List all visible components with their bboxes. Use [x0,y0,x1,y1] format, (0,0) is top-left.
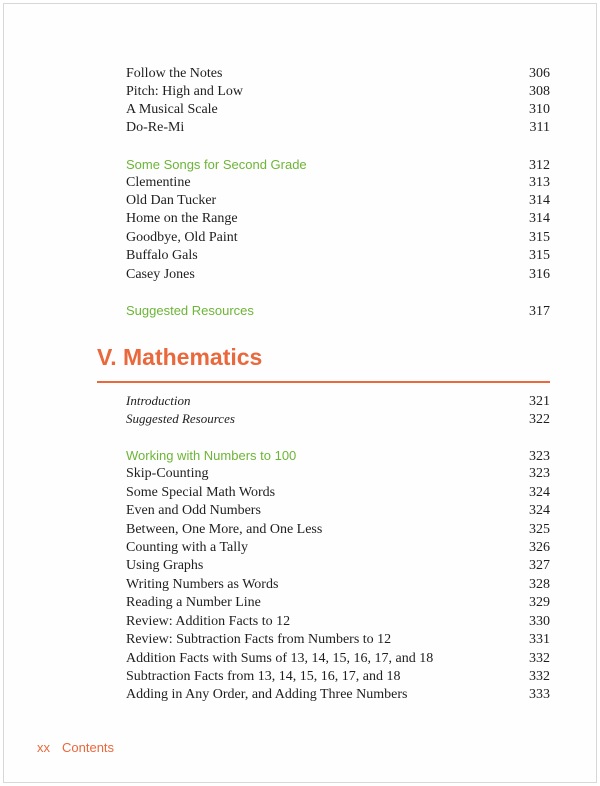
toc-entry-page: 306 [529,66,550,81]
toc-entry [126,66,550,84]
toc-entry [126,558,550,576]
section-heading-page: 312 [529,158,550,173]
chapter-rule [97,381,550,383]
toc-entry-page: 333 [529,687,550,702]
toc-entry-title: Writing Numbers as Words [126,577,279,592]
toc-entry-title: Skip-Counting [126,466,209,481]
toc-entry-title: Some Special Math Words [126,485,276,500]
toc-entry-title: Reading a Number Line [126,595,261,610]
toc-entry-page: 326 [529,540,550,555]
toc-section-heading [126,303,550,321]
toc-entry-page: 328 [529,577,550,592]
toc-entry-title: Goodbye, Old Paint [126,230,238,245]
toc-entry [126,193,550,211]
toc-entry [126,466,550,484]
toc-entry [126,120,550,138]
toc-entry-page: 313 [529,175,550,190]
toc-entry-title: Review: Addition Facts to 12 [126,614,291,629]
toc-entry [126,577,550,595]
toc-entry-page: 323 [529,466,550,481]
toc-entry [126,230,550,248]
toc-entry-page: 331 [529,632,550,647]
toc-entry-title: Even and Odd Numbers [126,503,261,518]
toc-section-heading [126,448,550,466]
toc-entry [126,102,550,120]
toc-entry-page: 321 [529,394,550,409]
toc-entry-title: Pitch: High and Low [126,84,244,99]
footer-section-label: Contents [62,740,115,755]
toc-entry-title: Follow the Notes [126,66,223,81]
toc-entry-title: Buffalo Gals [126,248,198,263]
toc-entry [126,211,550,229]
toc-entry-title: Adding in Any Order, and Adding Three Numbers [126,687,408,702]
toc-entry [126,175,550,193]
toc-entry-page: 324 [529,485,550,500]
toc-entry-title: Home on the Range [126,211,238,226]
toc-entry [126,393,550,411]
footer-page-number: xx [37,740,50,755]
toc-entry [126,540,550,558]
toc-entry-title: Clementine [126,175,191,190]
toc-entry-page: 329 [529,595,550,610]
toc-entry [126,669,550,687]
toc-entry-title: Old Dan Tucker [126,193,217,208]
section-heading-page: 323 [529,449,550,464]
section-heading-title: Suggested Resources [126,303,254,318]
toc-entry [126,485,550,503]
toc-entry-page: 308 [529,84,550,99]
chapter-title: V. Mathematics [97,344,263,370]
toc-entry-title: Casey Jones [126,267,195,282]
toc-entry [126,651,550,669]
toc-entry [126,267,550,285]
toc-page [3,3,597,783]
toc-entry-page: 314 [529,211,550,226]
toc-entry [126,687,550,705]
toc-entry-page: 322 [529,412,550,427]
toc-entry-page: 330 [529,614,550,629]
toc-entry-page: 311 [529,120,550,135]
toc-entry-page: 325 [529,522,550,537]
toc-entry [126,614,550,632]
toc-entry-title: Between, One More, and One Less [126,522,323,537]
toc-entry-title: Suggested Resources [126,411,235,426]
toc-entry-title: A Musical Scale [126,102,218,117]
toc-entry-page: 310 [529,102,550,117]
toc-entry-title: Review: Subtraction Facts from Numbers to 12 [126,632,392,647]
toc-entry-title: Introduction [126,393,191,408]
section-heading-title: Some Songs for Second Grade [126,157,307,172]
toc-entry-page: 332 [529,669,550,684]
toc-entry [126,522,550,540]
toc-entry [126,248,550,266]
toc-entry-title: Do-Re-Mi [126,120,185,135]
toc-entry-page: 324 [529,503,550,518]
toc-entry-page: 316 [529,267,550,282]
section-heading-page: 317 [529,304,550,319]
toc-entry [126,411,550,429]
toc-entry-title: Using Graphs [126,558,204,573]
toc-entry-page: 314 [529,193,550,208]
toc-entry-title: Counting with a Tally [126,540,249,555]
toc-entry-page: 315 [529,230,550,245]
toc-entry [126,84,550,102]
toc-entry [126,503,550,521]
toc-entry-page: 332 [529,651,550,666]
page-footer [37,740,114,755]
toc-entry [126,632,550,650]
toc-entry-page: 327 [529,558,550,573]
toc-entry [126,595,550,613]
toc-entry-title: Subtraction Facts from 13, 14, 15, 16, 17, and 18 [126,669,401,684]
toc-entry-title: Addition Facts with Sums of 13, 14, 15, 16, 17, and 18 [126,651,434,666]
toc-entry-page: 315 [529,248,550,263]
toc-section-heading [126,157,550,175]
section-heading-title: Working with Numbers to 100 [126,448,297,463]
